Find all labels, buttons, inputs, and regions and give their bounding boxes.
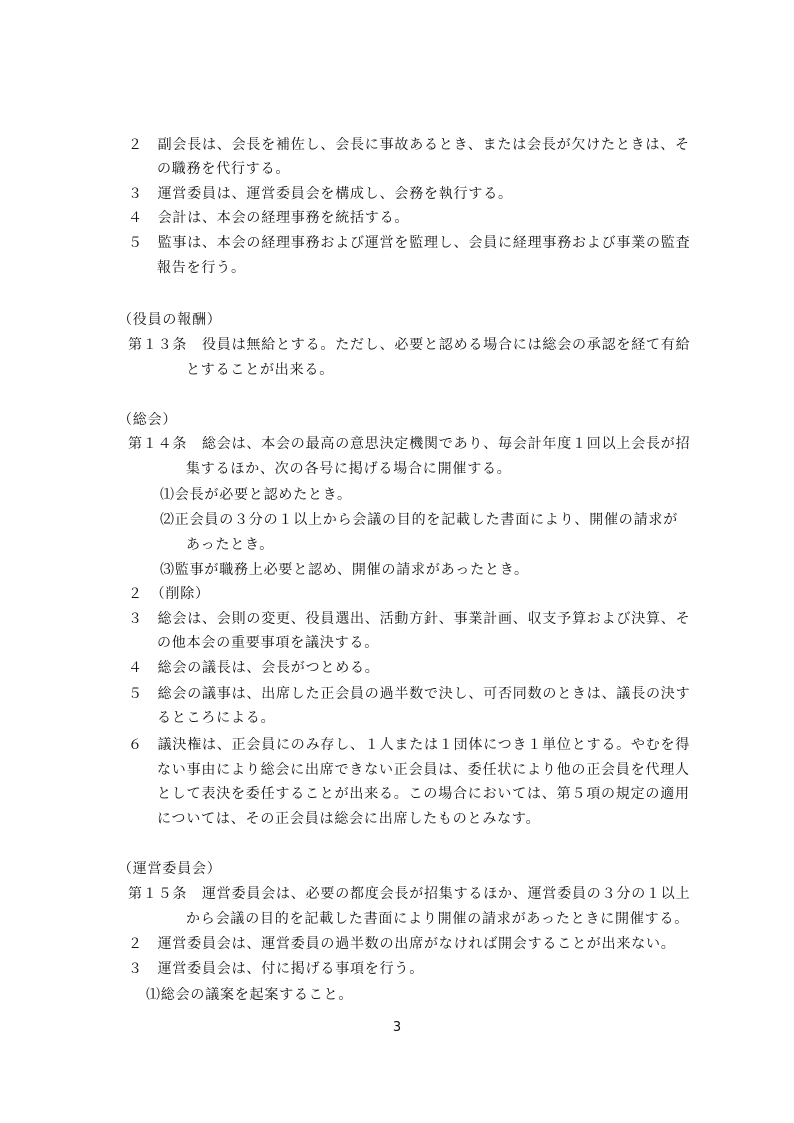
paragraph-line: ５ 総会の議事は、出席した正会員の過半数で決し、可否同数のときは、議長の決す [128,686,691,702]
paragraph-line: ２ 副会長は、会長を補佐し、会長に事故あるとき、または会長が欠けたときは、そ [128,137,690,153]
page-number: 3 [392,1020,402,1035]
paragraph-line: ４ 会計は、本会の経理事務を統括する。 [128,210,410,226]
paragraph-line: ３ 運営委員会は、付に掲げる事項を行う。 [128,961,424,977]
paragraph-line: ない事由により総会に出席できない正会員は、委任状により他の正会員を代理人 [157,762,690,778]
section-heading: （総会） [118,412,178,428]
article-line: 第１５条 運営委員会は、必要の都度会長が招集するほか、運営委員の３分の１以上 [128,886,691,902]
paragraph-line: 報告を行う。 [157,260,246,276]
paragraph-line: ３ 運営委員は、運営委員会を構成し、会務を執行する。 [128,186,513,202]
section-heading: （運営委員会） [118,861,222,877]
paragraph-line: として表決を委任することが出来る。この場合においては、第５項の規定の適用 [157,786,690,802]
paragraph-line: ５ 監事は、本会の経理事務および運営を監理し、会員に経理事務および事業の監査 [128,235,691,251]
paragraph-line: ２ （削除） [128,586,210,602]
article-line: 第１３条 役員は無給とする。ただし、必要と認める場合には総会の承認を経て有給 [128,337,691,353]
paragraph-line: の職務を代行する。 [157,161,291,177]
list-item: ⑵正会員の３分の１以上から会議の目的を記載した書面により、開催の請求が [160,512,678,528]
paragraph-line: ６ 議決権は、正会員にのみ存し、１人または１団体につき１単位とする。やむを得 [128,737,691,753]
article-line: 第１４条 総会は、本会の最高の意思決定機関であり、毎会計年度１回以上会長が招 [128,436,691,452]
paragraph-line: ２ 運営委員会は、運営委員の過半数の出席がなければ開会することが出来ない。 [128,936,676,952]
paragraph-line: るところによる。 [157,710,276,726]
list-item: ⑴会長が必要と認めたとき。 [160,487,352,503]
paragraph-line: ３ 総会は、会則の変更、役員選出、活動方針、事業計画、収支予算および決算、そ [128,611,691,627]
article-line: とすることが出来る。 [186,362,334,378]
paragraph-line: の他本会の重要事項を議決する。 [157,635,379,651]
section-heading: （役員の報酬） [118,312,222,328]
list-item: あったとき。 [186,537,275,553]
paragraph-line: ４ 総会の議長は、会長がつとめる。 [128,660,380,676]
article-line: 集するほか、次の各号に掲げる場合に開催する。 [186,461,512,477]
list-item: ⑶監事が職務上必要と認め、開催の請求があったとき。 [160,562,529,578]
list-item: ⑴総会の議案を起案すること。 [146,987,354,1003]
article-line: から会議の目的を記載した書面により開催の請求があったときに開催する。 [186,911,690,927]
paragraph-line: については、その正会員は総会に出席したものとみなす。 [157,811,541,827]
